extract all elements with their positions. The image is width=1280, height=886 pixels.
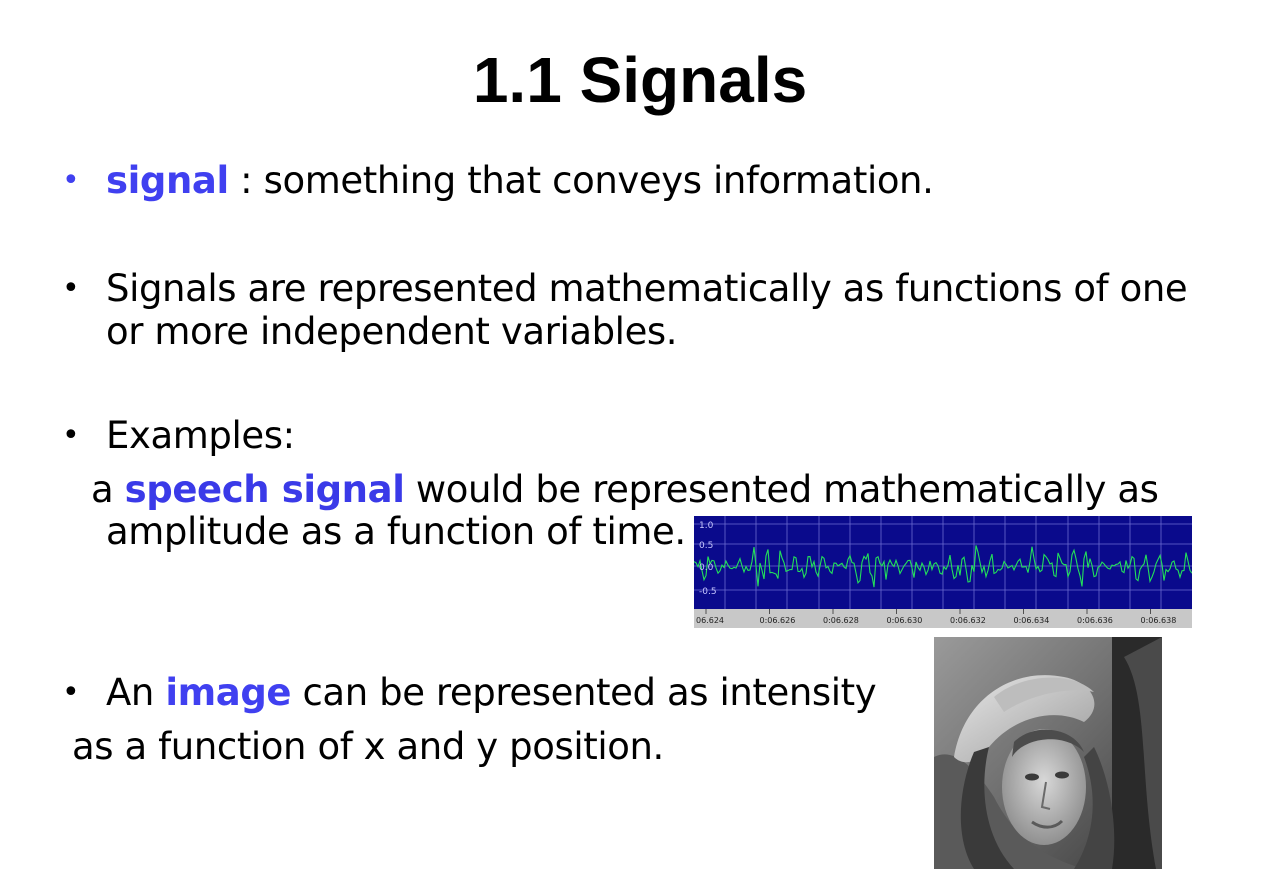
slide-title: 1.1 Signals — [472, 44, 808, 116]
portrait-photo-icon — [934, 637, 1162, 869]
bullet-1-text — [106, 159, 933, 202]
waveform-y-tick-label: -0.5 — [699, 587, 717, 597]
waveform-y-tick-label: 0.0 — [699, 563, 714, 573]
example-speech-prefix: a — [91, 468, 125, 511]
bullet-4-prefix: An — [106, 671, 166, 714]
bullet-1-rest: : something that conveys information. — [228, 159, 934, 202]
waveform-x-tick-label: 0:06.638 — [1140, 616, 1177, 625]
example-speech-line-1 — [91, 468, 1158, 511]
bullet-2-line-2: or more independent variables. — [106, 310, 678, 353]
waveform-x-tick-label: 0:06.628 — [823, 616, 859, 625]
waveform-y-tick-label: 0.5 — [699, 541, 714, 551]
waveform-x-tick-label: 0:06.636 — [1077, 616, 1113, 625]
bullet-3-marker: • — [62, 418, 80, 453]
waveform-x-tick-label: 0:06.634 — [1013, 616, 1050, 625]
example-speech-line-2: amplitude as a function of time. — [106, 510, 686, 553]
term-signal: signal — [106, 159, 229, 202]
bullet-2-line-1: Signals are represented mathematically as functions of one — [106, 267, 1188, 310]
bullet-4-line-2: as a function of x and y position. — [72, 725, 664, 768]
example-speech-rest: would be represented mathematically as — [404, 468, 1159, 511]
waveform-y-tick-label: 1.0 — [699, 521, 714, 531]
speech-waveform-figure — [694, 516, 1192, 628]
bullet-4-line-1 — [106, 671, 876, 714]
waveform-x-tick-label: 06.624 — [696, 616, 724, 625]
bullet-4-rest: can be represented as intensity — [291, 671, 877, 714]
bullet-2-marker: • — [62, 271, 80, 306]
term-speech-signal: speech signal — [124, 468, 405, 511]
waveform-x-tick-label: 0:06.630 — [886, 616, 923, 625]
bullet-1-marker: • — [62, 163, 80, 198]
bullet-3-label: Examples: — [106, 414, 295, 457]
term-image: image — [165, 671, 292, 714]
waveform-x-tick-label: 0:06.632 — [950, 616, 986, 625]
waveform-x-tick-label: 0:06.626 — [759, 616, 796, 625]
bullet-4-marker: • — [62, 675, 80, 710]
